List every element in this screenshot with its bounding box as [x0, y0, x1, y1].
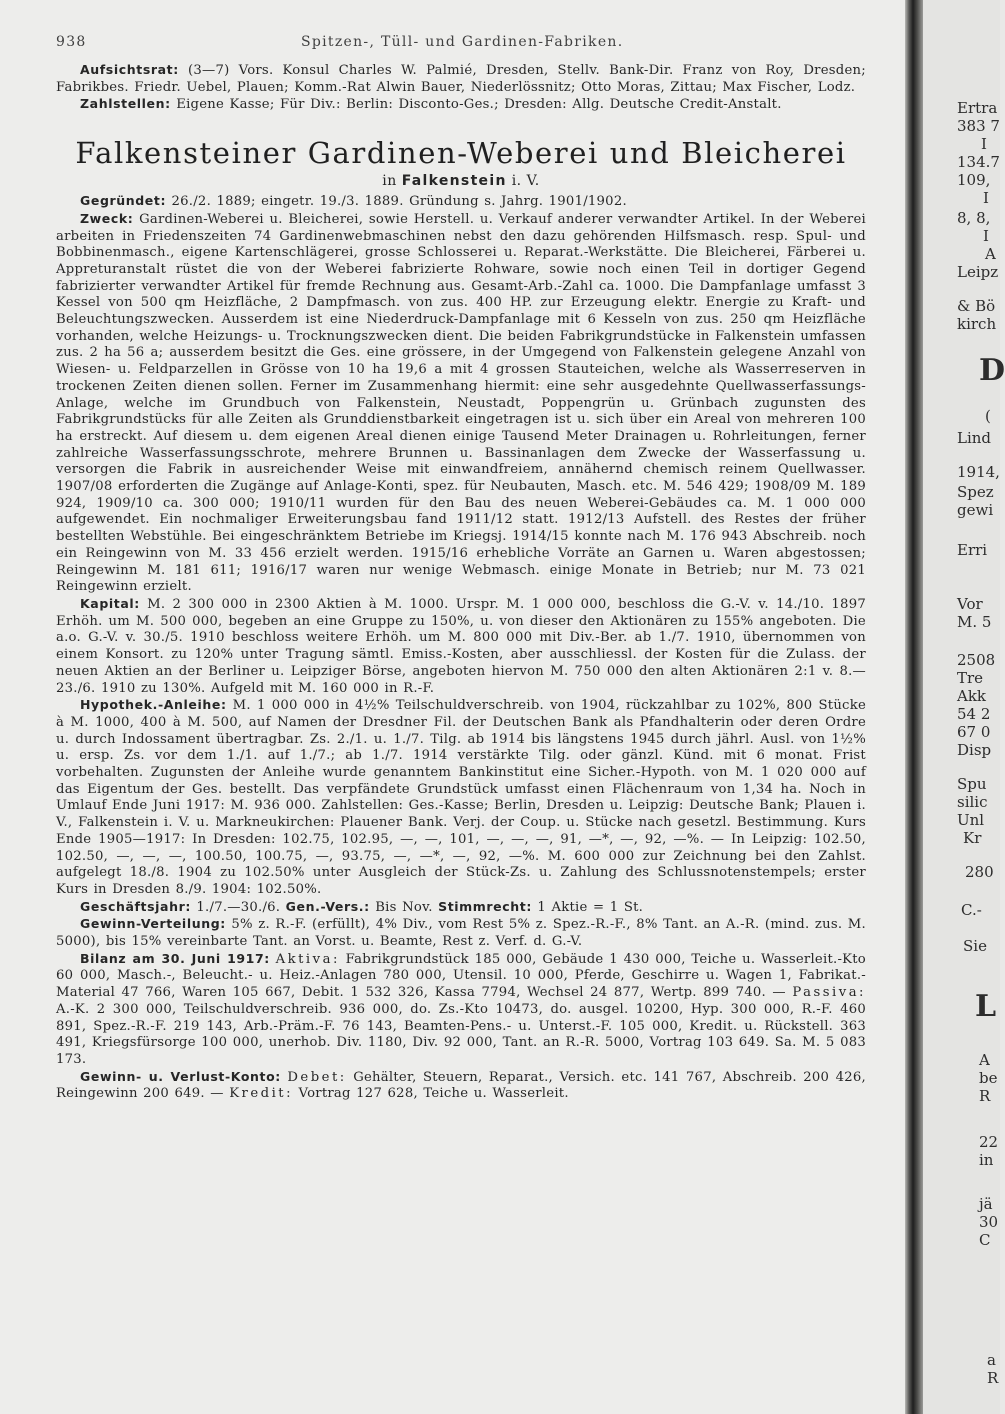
- bilanz-aktiva-text: Fabrikgrundstück 185 000, Gebäude 1 430 000, Teiche u. Wasserleit.-Kto 60 000, Masch.-, Beleucht.- u. Heiz.-Anlagen 780 000, Utensil. 10 000, Pferde, Geschirre u. Wagen 1, Fabrikat.-Material 47 766, Waren 105 667, Debit. 1 532 326, Kassa 7794, Wechsel 24 877, Wertp. 899 740. —: [56, 951, 866, 1001]
- hypothek-label: Hypothek.-Anleihe:: [80, 697, 227, 713]
- bilanz-passiva-text: A.-K. 2 300 000, Teilschuldverschreib. 936 000, do. Zs.-Kto 10473, do. ausgel. 10200, Hyp. 300 000, R.-F. 460 891, Spez.-R.-F. 219 143, Arb.-Präm.-F. 76 143, Beamten-Pens.- u. Unterst.-F. 105 000, Kredit. u. Rückstell. 363 491, Kriegsfürsorge 100 000, unerhob. Div. 1180, Div. 92 000, Tant. an R.-R. 5000, Vortrag 103 649. Sa. M. 5 083 173.: [56, 1001, 866, 1067]
- aufsichtsrat-label: Aufsichtsrat:: [80, 62, 179, 77]
- hypothek-paragraph: [56, 697, 866, 898]
- guv-debet-text: Gehälter, Steuern, Reparat., Versich. etc. 141 767, Abschreib. 200 426, Reingewinn 200 649. —: [56, 1069, 867, 1102]
- right-fragment: Erri: [957, 541, 988, 559]
- right-fragment: M. 5: [957, 613, 992, 631]
- gegruendet-paragraph: [56, 193, 866, 211]
- right-fragment: Leipz: [957, 263, 999, 281]
- zweck-paragraph: [56, 211, 866, 596]
- zahlstellen-paragraph: [56, 96, 866, 114]
- zahlstellen-text: Eigene Kasse; Für Div.: Berlin: Disconto-Ges.; Dresden: Allg. Deutsche Credit-Anstalt.: [176, 97, 782, 113]
- right-fragment: & Bö: [957, 297, 996, 315]
- right-fragment: 22: [979, 1133, 999, 1151]
- right-fragment: Vor: [957, 595, 983, 613]
- bilanz-aktiva-label: Aktiva:: [275, 951, 340, 967]
- right-page-edge: [923, 0, 1005, 1414]
- right-fragment: 2508: [957, 651, 996, 669]
- right-fragment: gewi: [957, 501, 994, 519]
- location-prefix: in: [382, 173, 397, 190]
- right-fragment: C: [979, 1231, 991, 1249]
- kapital-paragraph: [56, 596, 866, 697]
- right-fragment: a: [987, 1351, 996, 1369]
- right-fragment: (: [985, 407, 991, 425]
- right-fragment: in: [979, 1151, 994, 1169]
- right-fragment: A: [985, 245, 996, 263]
- right-fragment: Unl: [957, 811, 985, 829]
- bilanz-label: Bilanz am 30. Juni 1917:: [80, 950, 270, 966]
- right-fragment: 30: [979, 1213, 999, 1231]
- right-fragment: 383 7: [957, 117, 1000, 135]
- right-fragment: Kr: [963, 829, 982, 847]
- geschaeftsjahr-label: Geschäftsjahr:: [80, 898, 191, 914]
- geschaeftsjahr-paragraph: [56, 899, 866, 917]
- geschaeftsjahr-text: 1./7.—30./6.: [196, 899, 281, 915]
- right-fragment: A: [979, 1051, 990, 1069]
- page-number: 938: [56, 34, 87, 50]
- right-fragment: jä: [979, 1195, 993, 1213]
- aufsichtsrat-text: (3—7) Vors. Konsul Charles W. Palmié, Dresden, Stellv. Bank-Dir. Franz von Roy, Dresden; Fabrikbes. Friedr. Uebel, Plauen; Komm.-Rat Alwin Bauer, Niederlössnitz; Otto Moras, Zittau; Max Fischer, Lodz.: [56, 63, 866, 95]
- right-fragment: Sie: [963, 937, 987, 955]
- kapital-text: M. 2 300 000 in 2300 Aktien à M. 1000. Urspr. M. 1 000 000, beschloss die G.-V. v. 14./10. 1897 Erhöh. um M. 500 000, begeben an eine Gruppe zu 150%, u. von dieser den Aktionären zu 155% angeboten. Die a.o. G.-V. v. 30./5. 1910 beschloss weitere Erhöh. um M. 800 000 mit Div.-Ber. ab 1./7. 1910, übernommen von einem Konsort. zu 120% unter Tragung sämtl. Emiss.-Kosten, aber ausschliessl. der Kosten für die Zulass. der neuen Aktien an der Berliner u. Leipziger Börse, angeboten hiervon M. 750 000 den alten Aktionären 2:1 v. 8.—23./6. 1910 zu 130%. Aufgeld mit M. 160 000 in R.-F.: [56, 596, 866, 696]
- right-fragment: Spu: [957, 775, 987, 793]
- gegruendet-text: 26./2. 1889; eingetr. 19./3. 1889. Gründung s. Jahrg. 1901/1902.: [171, 194, 627, 210]
- hypothek-text: M. 1 000 000 in 4½% Teilschuldverschreib. von 1904, rückzahlbar zu 102%, 800 Stücke à M. 1000, 400 à M. 500, auf Namen der Dresdner Fil. der Deutschen Bank als Pfandhalterin oder deren Ordre u. durch Indossament übertragbar. Zs. 2./1. u. 1./7. Tilg. ab 1914 bis längstens 1945 durch jährl. Ausl. von 1½% u. ersp. Zs. vor dem 1./1. auf 1./7.; ab 1./7. 1914 verstärkte Tilg. oder gänzl. Künd. mit 6 monat. Frist vorbehalten. Zugunsten der Anleihe wurde genanntem Bankinstitut eine Sicher.-Hypoth. von M. 1 020 000 auf das Eigentum der Ges. bestellt. Das verpfändete Grundstück umfasst einen Flächenraum von 1,34 ha. Noch in Umlauf Ende Juni 1917: M. 936 000. Zahlstellen: Ges.-Kasse; Berlin, Dresden u. Leipzig: Deutsche Bank; Plauen i. V., Falkenstein i. V. u. Markneukirchen: Plauener Bank. Verj. der Coup. u. Stücke nach gesetzl. Bestimmung. Kurs Ende 1905—1917: In Dresden: 102.75, 102.95, —, —, 101, —, —, —, 91, —*, —, 92, —%. — In Leipzig: 102.50, 102.50, —, —, —, 100.50, 100.75, —, 93.75, —, —*, —, 92, —%. M. 600 000 zur Zeichnung bei den Zahlst. aufgelegt 18./8. 1904 zu 102.50% unter Ausgleich der Stück-Zs. u. Zahlung des Schlussnotenstempels; erster Kurs in Dresden 8./9. 1904: 102.50%.: [56, 698, 866, 897]
- guv-kredit-text: Vortrag 127 628, Teiche u. Wasserleit.: [298, 1086, 569, 1102]
- guv-label: Gewinn- u. Verlust-Konto:: [80, 1068, 281, 1084]
- right-fragment: be: [979, 1069, 998, 1087]
- right-fragment: silic: [957, 793, 988, 811]
- guv-debet-label: Debet:: [287, 1069, 347, 1085]
- kapital-label: Kapital:: [80, 595, 140, 611]
- location-suffix: i. V.: [511, 173, 540, 190]
- zweck-text: Gardinen-Weberei u. Bleicherei, sowie Herstell. u. Verkauf anderer verwandter Artikel. In der Weberei arbeiten in Friedenszeiten 74 Gardinenwebmaschinen nebst den dazu gehörenden Hilfsmasch. resp. Spul- und Bobbinenmasch., eigene Kartenschlägerei, grosse Schlosserei u. Reparat.-Werkstätte. Die Bleicherei, Färberei u. Appreturanstalt rüstet die von der Weberei fabrizierte Rohware, sowie noch einen Teil in dortiger Gegend fabrizierter verwandter Artikel für fremde Rechnung aus. Gesamt-Arb.-Zahl ca. 1000. Die Dampfanlage umfasst 3 Kessel von 500 qm Heizfläche, 2 Dampfmasch. von zus. 400 HP. zur Erzeugung elektr. Energie zu Kraft- und Beleuchtungszwecken. Ausserdem ist eine Niederdruck-Dampfanlage mit 6 Kesseln von zus. 250 qm Heizfläche vorhanden, welche Heizungs- u. Trocknungszwecken dient. Die beiden Fabrikgrundstücke in Falkenstein umfassen zus. 2 ha 56 a; ausserdem besitzt die Ges. eine grössere, in der Umgegend von Falkenstein gelegene Anzahl von Wiesen- u. Feldparzellen in Grösse von 10 ha 19,6 a mit 4 grossen Stauteichen, welche als Wasserreserven in trockenen Zeiten dienen sollen. Ferner im Zusammenhang hiermit: eine sehr ausgedehnte Quellwasserfassungs-Anlage, welche im Grundbuch von Falkenstein, Neustadt, Poppengrün u. Grünbach zugunsten des Fabrikgrundstücks für alle Zeiten als Grunddienstbarkeit eingetragen ist u. sich über ein Areal von mehreren 100 ha erstreckt. Auf diesem u. dem eigenen Areal dienen einige Tausend Meter Drainagen u. Rohrleitungen, ferner zahlreiche Wasserfassungsschrote, mehrere Brunnen u. Bassinanlagen dem Zwecke der Wasserfassung u. versorgen die Fabrik in ausreichender Weise mit einwandfreiem, annähernd chemisch reinem Quellwasser. 1907/08 erforderten die Zugänge auf Anlage-Konti, spez. für Neubauten, Masch. etc. M. 546 429; 1908/09 M. 189 924, 1909/10 ca. 300 000; 1910/11 wurden für den Bau des neuen Weberei-Gebäudes ca. M. 1 000 000 aufgewendet. Ein nochmaliger Erweiterungsbau fand 1911/12 statt. 1912/13 Aufstell. des Restes der früher bestellten Webstühle. Bei eingeschränktem Betriebe im Kriegsj. 1914/15 konnte nach M. 176 943 Abschreib. noch ein Reingewinn von M. 33 456 erzielt werden. 1915/16 erhebliche Vorräte an Garnen u. Waren abgestossen; Reingewinn M. 181 611; 1916/17 waren nur wenige Webmasch. einige Monate in Betrieb; nur M. 73 021 Reingewinn erzielt.: [56, 211, 866, 595]
- right-fragment: 109,: [957, 171, 991, 189]
- right-fragment: L: [975, 989, 997, 1024]
- guv-kredit-label: Kredit:: [229, 1086, 294, 1102]
- page-content: [56, 34, 866, 1103]
- right-fragment: I: [983, 189, 989, 207]
- right-fragment: Lind: [957, 429, 992, 447]
- stimmrecht-text: 1 Aktie = 1 St.: [537, 899, 644, 915]
- stimmrecht-label: Stimmrecht:: [438, 898, 532, 914]
- right-fragment: R: [987, 1369, 999, 1387]
- right-fragment: R: [979, 1087, 991, 1105]
- gewinn-verteilung-text: 5% z. R.-F. (erfüllt), 4% Div., vom Rest 5% z. Spez.-R.-F., 8% Tant. an A.-R. (mind. zus. M. 5000), bis 15% vereinbarte Tant. an Vorst. u. Beamte, Rest z. Verf. d. G.-V.: [56, 917, 866, 950]
- zahlstellen-label: Zahlstellen:: [80, 96, 171, 112]
- right-fragment: 280: [965, 863, 994, 881]
- gen-vers-text: Bis Nov.: [375, 899, 433, 915]
- right-fragment: Disp: [957, 741, 992, 759]
- gegruendet-label: Gegründet:: [80, 193, 167, 209]
- right-fragment: Spez: [957, 483, 994, 501]
- gewinn-verteilung-paragraph: [56, 916, 866, 950]
- company-location: [56, 172, 866, 191]
- right-fragment: Ertra: [957, 99, 998, 117]
- running-title: Spitzen-, Tüll- und Gardinen-Fabriken.: [301, 34, 624, 50]
- right-fragment: 67 0: [957, 723, 991, 741]
- right-fragment: I: [983, 227, 989, 245]
- book-gutter: [905, 0, 923, 1414]
- page-header: [56, 34, 866, 62]
- right-fragment: kirch: [957, 315, 997, 333]
- gewinn-verteilung-label: Gewinn-Verteilung:: [80, 916, 226, 932]
- right-fragment: I: [981, 135, 987, 153]
- right-fragment: C.-: [961, 901, 982, 919]
- gen-vers-label: Gen.-Vers.:: [285, 898, 370, 914]
- right-fragment: Akk: [957, 687, 987, 705]
- aufsichtsrat-paragraph: [56, 62, 866, 96]
- location-place: Falkenstein: [401, 173, 507, 190]
- right-fragment: 1914,: [957, 463, 1000, 481]
- bilanz-paragraph: [56, 951, 866, 1069]
- right-fragment: 54 2: [957, 705, 991, 723]
- zweck-label: Zweck:: [80, 210, 134, 226]
- bilanz-passiva-label: Passiva:: [792, 985, 866, 1001]
- right-fragment: 134.7: [957, 153, 1000, 171]
- right-fragment: Tre: [957, 669, 984, 687]
- right-fragment: D: [979, 353, 1005, 388]
- guv-paragraph: [56, 1069, 866, 1103]
- company-title: Falkensteiner Gardinen-Weberei und Bleicherei: [75, 136, 847, 171]
- right-fragment: 8, 8,: [957, 209, 991, 227]
